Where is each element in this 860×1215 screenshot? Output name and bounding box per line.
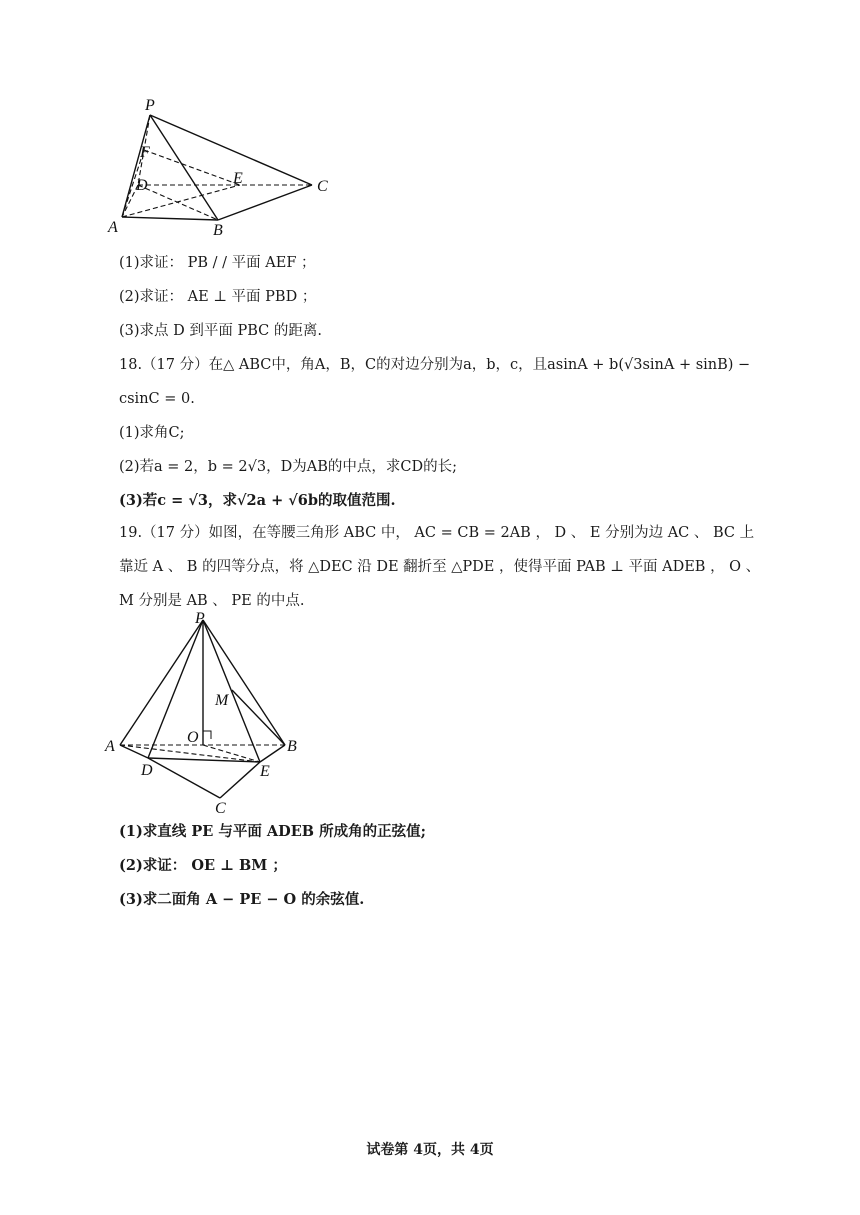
- q18-stem-line1: 18.（17 分）在△ ABC中，角A，B，C的对边分别为a，b，c，且asinA + b(√3sinA + sinB) −: [119, 357, 751, 373]
- q19-stem-line3: M 分别是 AB 、 PE 的中点.: [119, 593, 305, 609]
- q17-part2: (2)求证： AE ⊥ 平面 PBD ；: [119, 289, 317, 305]
- q18-part3: (3)若c = √3，求√2a + √6b的取值范围.: [119, 492, 396, 509]
- q18-part2: (2)若a = 2，b = 2√3，D为AB的中点，求CD的长;: [119, 459, 457, 475]
- label-d: D: [141, 762, 153, 779]
- q18-part1: (1)求角C;: [119, 425, 185, 441]
- q19-part1: (1)求直线 PE 与平面 ADEB 所成角的正弦值;: [119, 823, 426, 840]
- label-f: F: [140, 144, 150, 161]
- figure-pyramid-pabcd: [100, 95, 340, 240]
- page-footer: 试卷第 4页，共 4页: [366, 1142, 494, 1158]
- label-b: B: [213, 222, 223, 239]
- label-o: O: [187, 729, 199, 746]
- label-c: C: [317, 178, 328, 195]
- figure-folded-triangle: [100, 610, 315, 815]
- q19-part3: (3)求二面角 A − PE − O 的余弦值.: [119, 891, 365, 908]
- q19-part2: (2)求证： OE ⊥ BM ；: [119, 857, 287, 874]
- label-d: D: [136, 177, 148, 194]
- label-c: C: [215, 800, 226, 815]
- q19-stem-line2: 靠近 A 、 B 的四等分点，将 △DEC 沿 DE 翻折至 △PDE ，使得平面 PAB ⊥ 平面 ADEB ， O 、: [119, 559, 761, 575]
- label-a: A: [108, 219, 118, 236]
- label-a: A: [105, 738, 115, 755]
- label-p: P: [195, 610, 205, 627]
- label-b: B: [287, 738, 297, 755]
- q17-part1: (1)求证： PB / / 平面 AEF ；: [119, 255, 316, 271]
- label-e: E: [260, 763, 270, 780]
- q19-stem-line1: 19.（17 分）如图，在等腰三角形 ABC 中， AC = CB = 2AB ， D 、 E 分别为边 AC 、 BC 上: [119, 525, 755, 541]
- label-e: E: [233, 170, 243, 187]
- q18-stem-line2: csinC = 0.: [119, 391, 195, 407]
- q17-part3: (3)求点 D 到平面 PBC 的距离.: [119, 323, 322, 339]
- label-m: M: [215, 692, 229, 709]
- label-p: P: [145, 97, 155, 114]
